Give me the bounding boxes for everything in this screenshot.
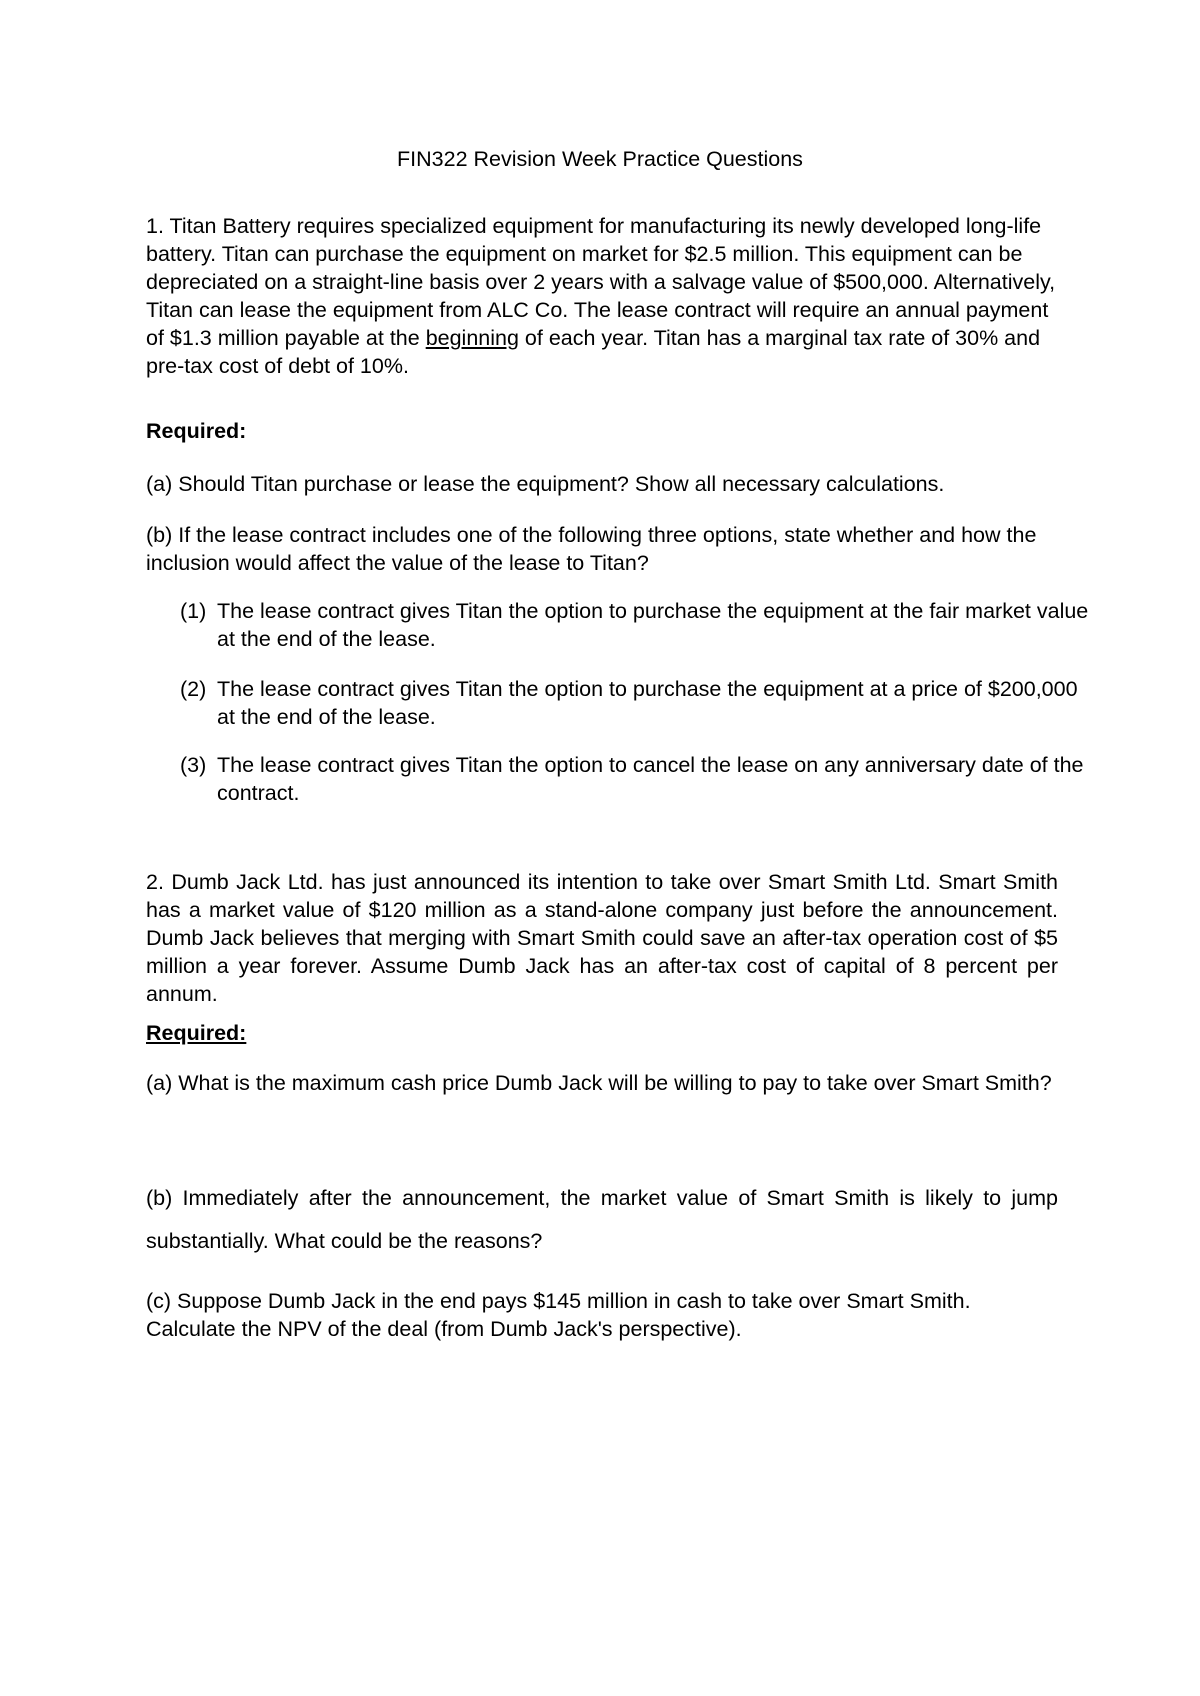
q1-option-3 (180, 751, 1097, 807)
q1-option-2 (180, 675, 1097, 731)
q2-required-heading: Required: (146, 1021, 247, 1045)
option-text: The lease contract gives Titan the option to cancel the lease on any anniversary date of the contract. (217, 753, 1084, 805)
q1-part-a: (a) Should Titan purchase or lease the equipment? Show all necessary calculations. (146, 472, 945, 496)
q1-part-b: (b) If the lease contract includes one of the following three options, state whether and how the inclusion would affect the value of the lease to Titan? (146, 523, 1037, 575)
q2-part-b: (b) Immediately after the announcement, the market value of Smart Smith is likely to jump substantially. What could be the reasons? (146, 1186, 1058, 1253)
option-text: The lease contract gives Titan the option to purchase the equipment at the fair market value at the end of the lease. (217, 599, 1089, 651)
q1-intro-text-a: 1. Titan Battery requires specialized equipment for manufacturing its newly developed long-life battery. Titan can purchase the equipment on market for $2.5 million. This equipment can be depreciated on a straight-line basis over 2 years with a salvage value of $500,000. Alternatively, Titan can lease the equipment from ALC Co. The lease contract will require an annual payment of $1.3 million payable at the (146, 214, 1056, 350)
option-number: (1) (180, 599, 207, 623)
page-title: FIN322 Revision Week Practice Questions (397, 147, 803, 171)
option-text: The lease contract gives Titan the option to purchase the equipment at a price of $200,000 at the end of the lease. (217, 677, 1078, 729)
option-number: (2) (180, 677, 207, 701)
q2-part-c: (c) Suppose Dumb Jack in the end pays $145 million in cash to take over Smart Smith. Calculate the NPV of the deal (from Dumb Jack's perspective). (146, 1289, 971, 1341)
q1-intro-text-b: of each year. Titan has a marginal tax rate of 30% and pre-tax cost of debt of 10%. (146, 326, 1041, 378)
q1-required-heading: Required: (146, 419, 247, 443)
q1-intro (146, 212, 1058, 380)
q2-intro: 2. Dumb Jack Ltd. has just announced its intention to take over Smart Smith Ltd. Smart Smith has a market value of $120 million as a stand-alone company just before the announcement. Dumb Jack believes that merging with Smart Smith could save an after-tax operation cost of $5 million a year forever. Assume Dumb Jack has an after-tax cost of capital of 8 percent per annum. (146, 870, 1058, 1006)
q1-intro-underlined: beginning (425, 326, 519, 350)
option-number: (3) (180, 753, 207, 777)
q2-part-a: (a) What is the maximum cash price Dumb Jack will be willing to pay to take over Smart Smith? (146, 1071, 1052, 1095)
q1-option-1 (180, 597, 1097, 653)
